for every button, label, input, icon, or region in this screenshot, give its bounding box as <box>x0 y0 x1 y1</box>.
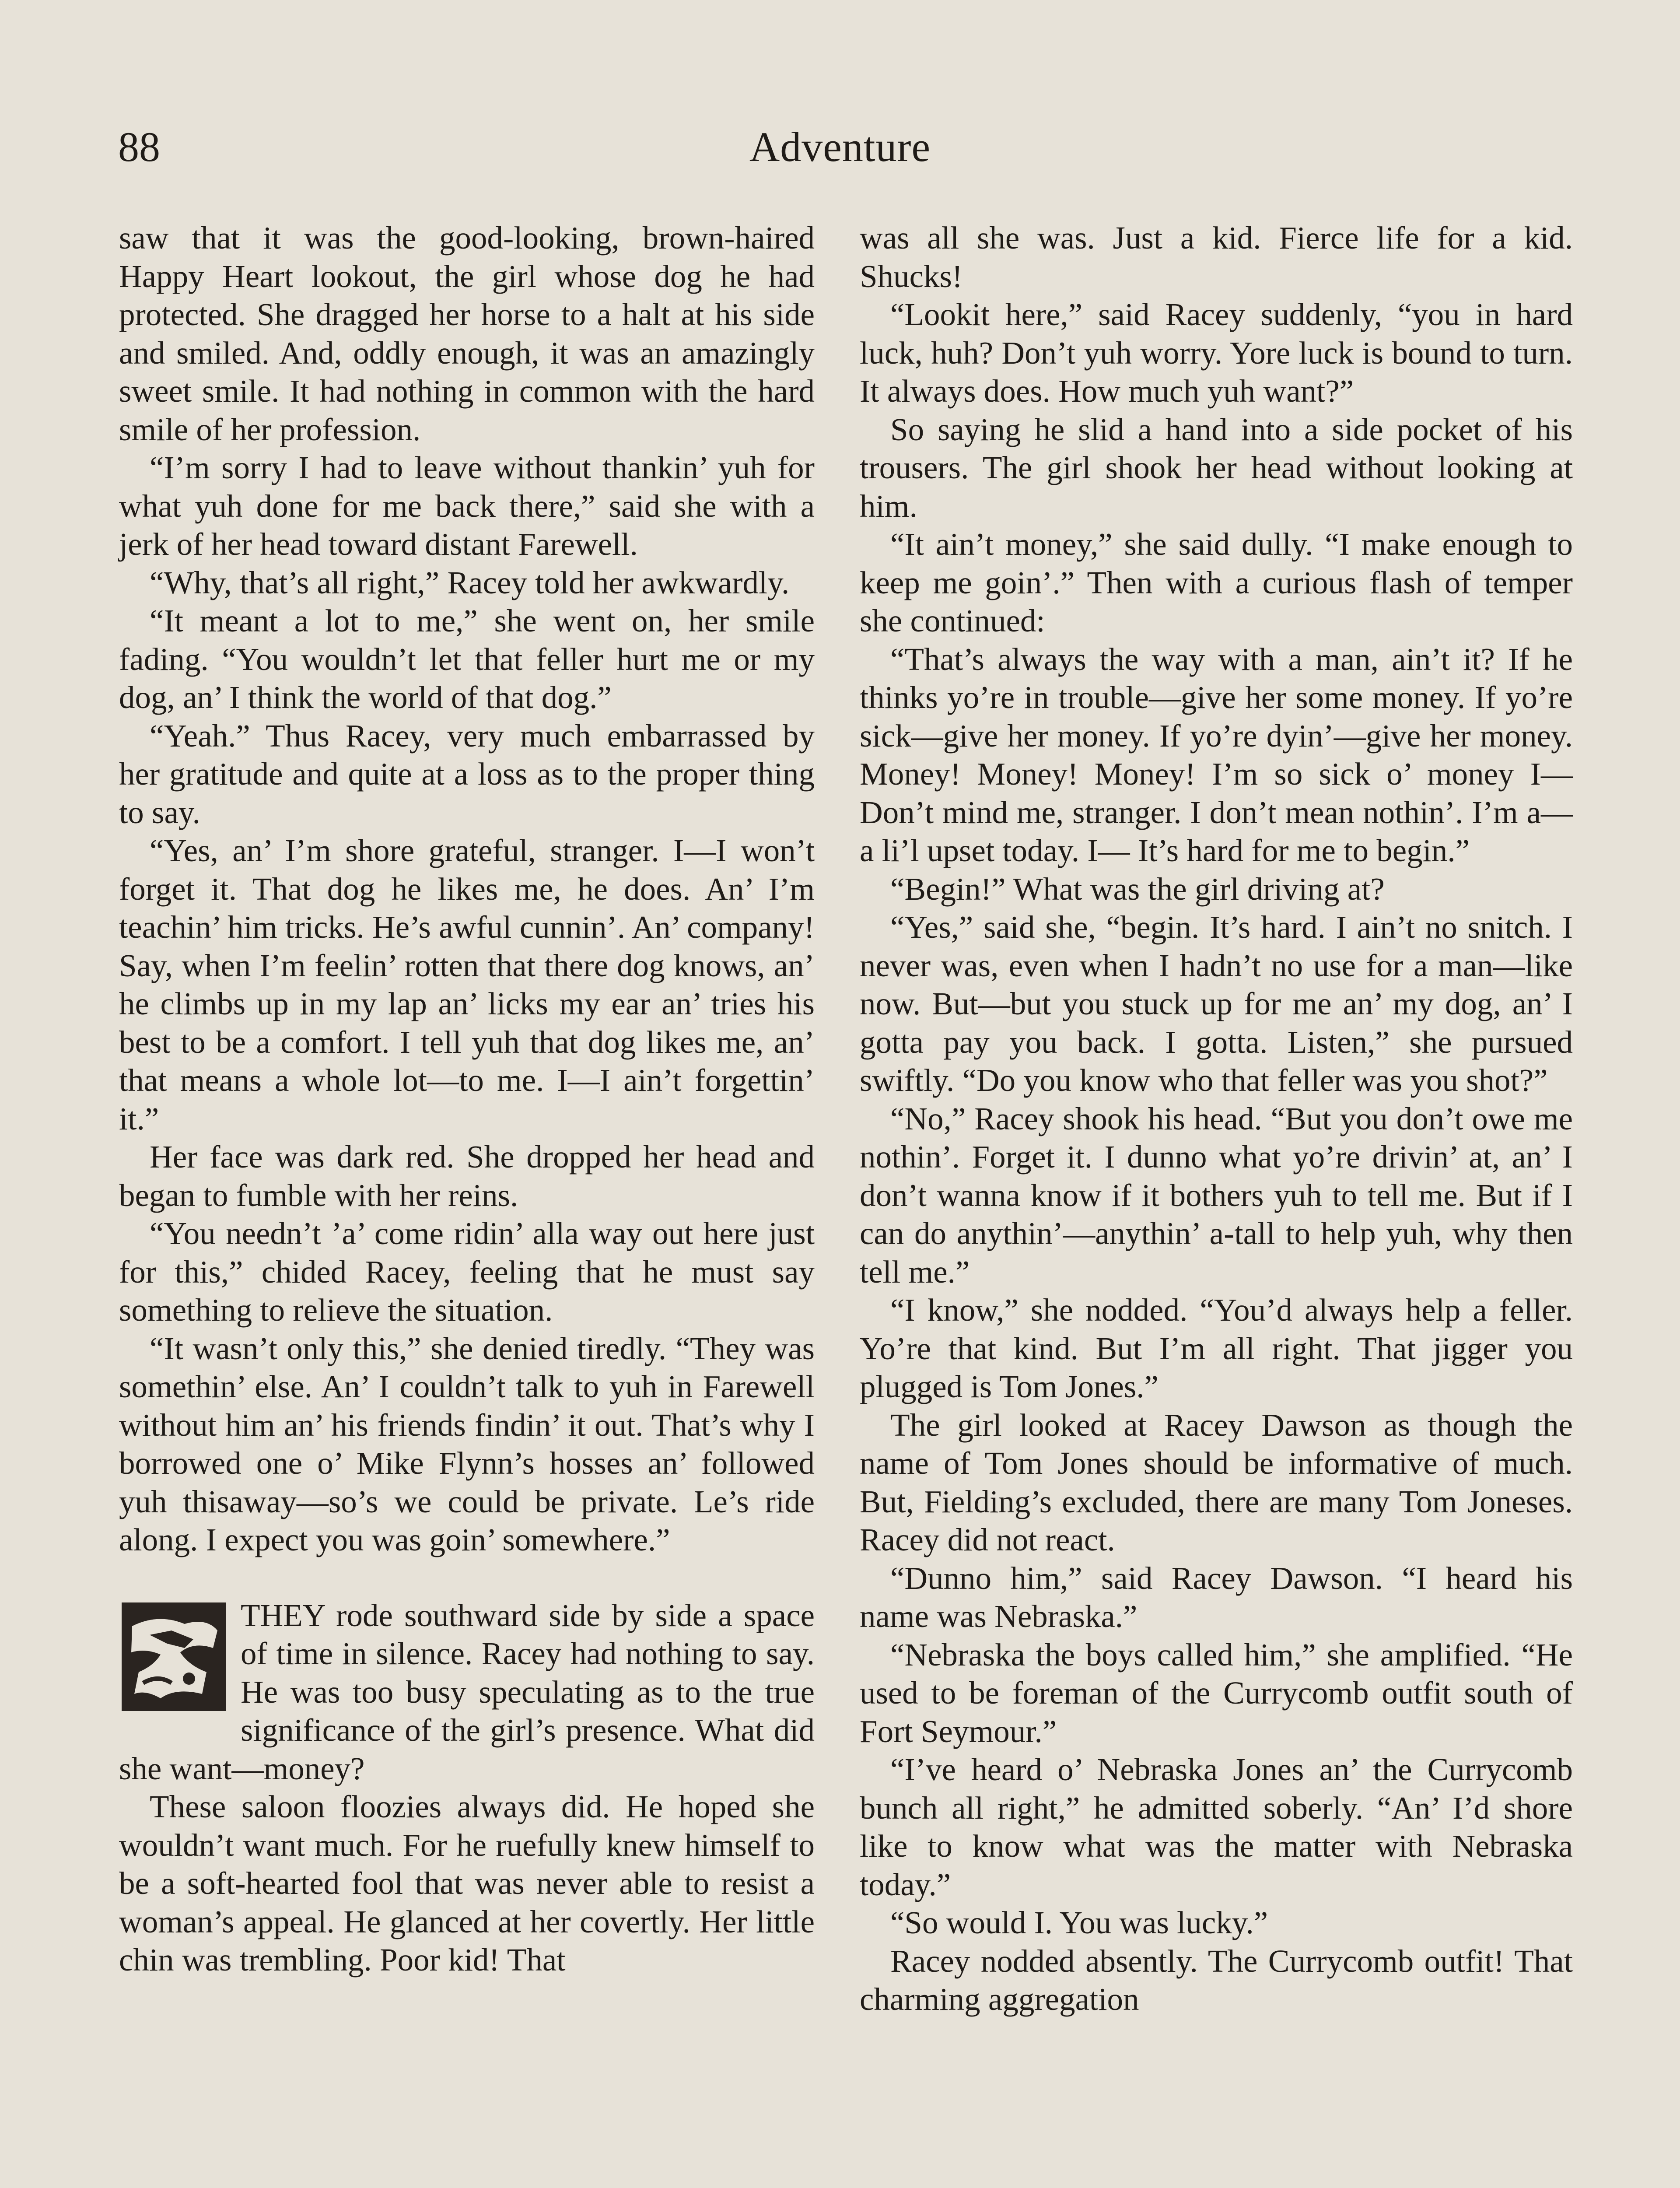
right-column <box>860 219 1573 2019</box>
paragraph: THEY rode southward side by side a space of time in silence. Racey had nothing to say. He was too busy speculating as to the true significance of the girl’s presence. What did she want—money? <box>119 1597 815 1786</box>
paragraph: “I know,” she nodded. “You’d always help a feller. Yo’re that kind. But I’m all right. That jigger you plugged is Tom Jones.” <box>860 1292 1573 1404</box>
paragraph: “So would I. You was lucky.” <box>890 1905 1268 1940</box>
paragraph: was all she was. Just a kid. Fierce life for a kid. Shucks! <box>860 220 1573 294</box>
paragraph: “I’ve heard o’ Nebraska Jones an’ the Currycomb bunch all right,” he admitted soberly. “An’ I’d shore like to know what was the matter with Nebraska today.” <box>860 1752 1573 1902</box>
paragraph: “Why, that’s all right,” Racey told her awkwardly. <box>150 565 790 600</box>
paragraph: “Lookit here,” said Racey suddenly, “you in hard luck, huh? Don’t yuh worry. Yore luck is bound to turn. It always does. How much yuh want?” <box>860 297 1573 409</box>
paragraph: “No,” Racey shook his head. “But you don’t owe me nothin’. Forget it. I dunno what yo’re drivin’ at, an’ I don’t wanna know if it bothers yuh to tell me. But if I can do anythin’—anythin’ a-tall to help yuh, why then tell me.” <box>860 1101 1573 1290</box>
paragraph: Her face was dark red. She dropped her head and began to fumble with her reins. <box>119 1139 815 1213</box>
dropcap-paragraph-block <box>119 1596 815 1788</box>
paragraph: “It meant a lot to me,” she went on, her smile fading. “You wouldn’t let that feller hurt me or my dog, an’ I think the world of that dog.” <box>119 603 815 715</box>
paragraph: “I’m sorry I had to leave without thankin’ yuh for what yuh done for me back there,” said she with a jerk of her head toward distant Farewell. <box>119 450 815 562</box>
paragraph: “Yeah.” Thus Racey, very much embarrassed by her gratitude and quite at a loss as to the proper thing to say. <box>119 718 815 830</box>
section-break <box>119 1559 815 1596</box>
paragraph: “Nebraska the boys called him,” she amplified. “He used to be foreman of the Currycomb outfit south of Fort Seymour.” <box>860 1637 1573 1749</box>
paragraph: “Dunno him,” said Racey Dawson. “I heard his name was Nebraska.” <box>860 1560 1573 1634</box>
paragraph: “Yes,” said she, “begin. It’s hard. I ain’t no snitch. I never was, even when I hadn’t no use for a man—like now. But—but you stuck up for me an’ my dog, an’ I gotta pay you back. I gotta. Listen,” she pursued swiftly. “Do you know who that feller was you shot?” <box>860 909 1573 1098</box>
paragraph: “Begin!” What was the girl driving at? <box>890 871 1385 907</box>
paragraph: These saloon floozies always did. He hoped she wouldn’t want much. For he ruefully knew himself to be a soft-hearted fool that was never able to resist a woman’s appeal. He glanced at her covertly. Her little chin was trembling. Poor kid! That <box>119 1789 815 1978</box>
paragraph: So saying he slid a hand into a side pocket of his trousers. The girl shook her head without looking at him. <box>860 411 1573 524</box>
paragraph: “It wasn’t only this,” she denied tiredly. “They was somethin’ else. An’ I couldn’t talk to yuh in Farewell without him an’ his friends findin’ it out. That’s why I borrowed one o’ Mike Flynn’s hosses an’ followed yuh thisaway—so’s we could be private. Le’s ride along. I expect you was goin’ somewhere.” <box>119 1330 815 1557</box>
paragraph: “It ain’t money,” she said dully. “I make enough to keep me goin’.” Then with a curious flash of temper she continued: <box>860 526 1573 638</box>
page-header <box>118 123 1562 184</box>
page-number: 88 <box>118 123 160 170</box>
decorative-dropcap-icon <box>119 1600 228 1714</box>
left-column <box>119 219 815 1979</box>
paragraph: “That’s always the way with a man, ain’t it? If he thinks yo’re in trouble—give her some money. If yo’re sick—give her money. If yo’re dyin’—give her money. Money! Money! Money! I’m so sick o’ money I— Don’t mind me, stranger. I don’t mean nothin’. I’m a—a li’l upset today. I— It’s hard for me to begin.” <box>860 641 1573 868</box>
paragraph: saw that it was the good-looking, brown-haired Happy Heart lookout, the girl whose dog he had protected. She dragged her horse to a halt at his side and smiled. And, oddly enough, it was an amazingly sweet smile. It had nothing in common with the hard smile of her profession. <box>119 220 815 447</box>
paragraph: The girl looked at Racey Dawson as though the name of Tom Jones should be informative of much. But, Fielding’s excluded, there are many Tom Joneses. Racey did not react. <box>860 1407 1573 1557</box>
paragraph: Racey nodded absently. The Currycomb outfit! That charming aggregation <box>860 1943 1573 2017</box>
running-title: Adventure <box>749 123 931 170</box>
paragraph: “You needn’t ’a’ come ridin’ alla way out here just for this,” chided Racey, feeling that he must say something to relieve the situation. <box>119 1216 815 1328</box>
paragraph: “Yes, an’ I’m shore grateful, stranger. I—I won’t forget it. That dog he likes me, he does. An’ I’m teachin’ him tricks. He’s awful cunnin’. An’ company! Say, when I’m feelin’ rotten that there dog knows, an’ he climbs up in my lap an’ licks my ear an’ tries his best to be a comfort. I tell yuh that dog likes me, an’ that means a whole lot—to me. I—I ain’t forgettin’ it.” <box>119 833 815 1136</box>
